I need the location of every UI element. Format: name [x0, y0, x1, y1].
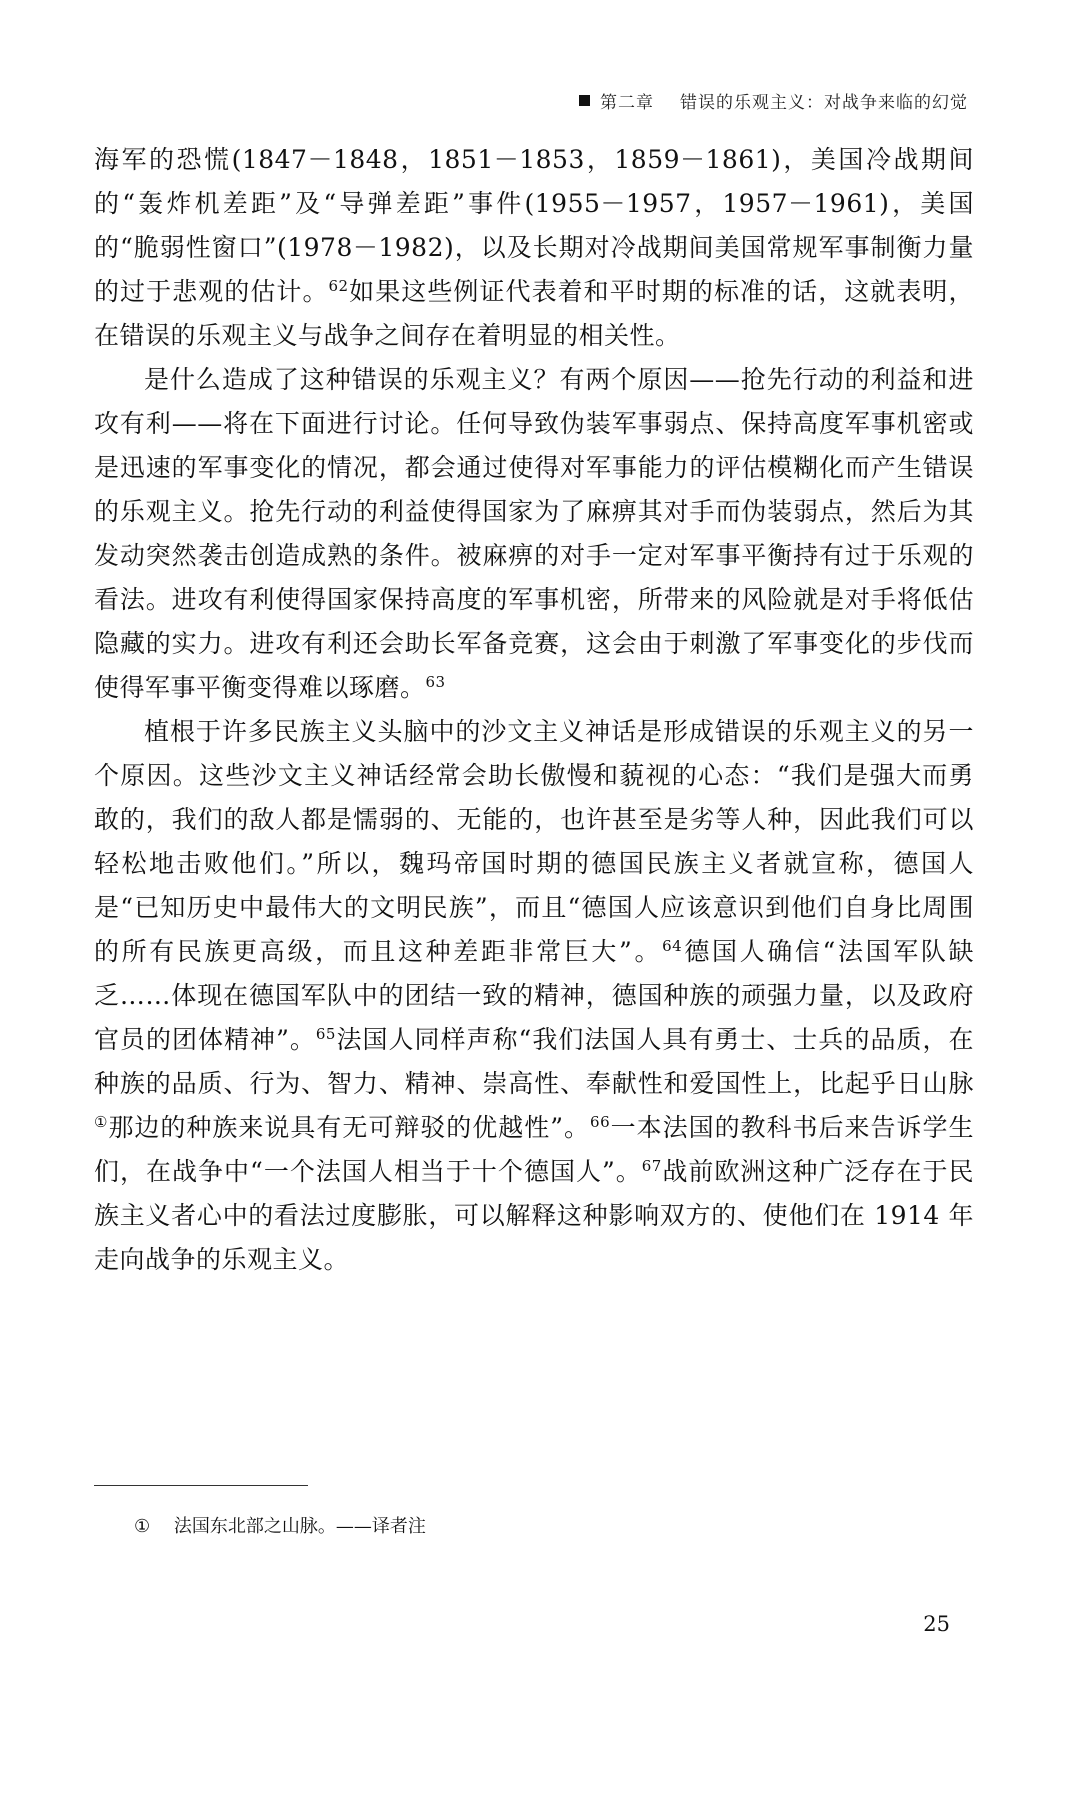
text-segment: 一本法国的教科书后来告诉学生们，在战争中“一个法国人相当于十个德国人”。	[94, 1113, 974, 1186]
footnote-mark: ①	[134, 1516, 151, 1537]
footnote-ref: 62	[328, 277, 349, 295]
running-header	[579, 88, 968, 113]
text-segment: 植根于许多民族主义头脑中的沙文主义神话是形成错误的乐观主义的另一个原因。这些沙文主义神话经常会助长傲慢和藐视的心态：“我们是强大而勇敢的，我们的敌人都是懦弱的、无能的，也许甚至是劣等人种，因此我们可以轻松地击败他们。”所以，魏玛帝国时期的德国民族主义者就宣称，德国人是“已知历史中最伟大的文明民族”，而且“德国人应该意识到他们自身比周围的所有民族更高级，而且这种差距非常巨大”。	[94, 717, 974, 966]
header-title: 错误的乐观主义：对战争来临的幻觉	[680, 93, 968, 113]
text-segment: 战前欧洲这种广泛存在于民族主义者心中的看法过度膨胀，可以解释这种影响双方的、使他们在 1914 年走向战争的乐观主义。	[94, 1157, 974, 1274]
text-segment: 法国人同样声称“我们法国人具有勇士、士兵的品质，在种族的品质、行为、智力、精神、崇高性、奉献性和爱国性上，比起乎日山脉	[94, 1025, 974, 1098]
text-segment: 是什么造成了这种错误的乐观主义？有两个原因——抢先行动的利益和进攻有利——将在下面进行讨论。任何导致伪装军事弱点、保持高度军事机密或是迅速的军事变化的情况，都会通过使得对军事能力的评估模糊化而产生错误的乐观主义。抢先行动的利益使得国家为了麻痹其对手而伪装弱点，然后为其发动突然袭击创造成熟的条件。被麻痹的对手一定对军事平衡持有过于乐观的看法。进攻有利使得国家保持高度的军事机密，所带来的风险就是对手将低估隐藏的实力。进攻有利还会助长军备竞赛，这会由于刺激了军事变化的步伐而使得军事平衡变得难以琢磨。	[94, 365, 974, 702]
footnote-ref: 65	[315, 1025, 336, 1043]
text-segment: 海军的恐慌(1847－1848，1851－1853，1859－1861)，美国冷战期间的“轰炸机差距”及“导弹差距”事件(1955－1957，1957－1961)，美国的“脆弱性窗口”(1978－1982)，以及长期对冷战期间美国常规军事制衡力量的过于悲观的估计。	[94, 145, 974, 306]
text-segment: 那边的种族来说具有无可辩驳的优越性”。	[108, 1113, 591, 1142]
text-segment: 如果这些例证代表着和平时期的标准的话，这就表明，在错误的乐观主义与战争之间存在着明显的相关性。	[94, 277, 974, 350]
header-square-icon	[579, 95, 590, 106]
paragraph	[94, 710, 974, 1282]
footnote-ref: 66	[590, 1113, 611, 1131]
page-number: 25	[923, 1612, 950, 1636]
footnote-ref: ①	[94, 1113, 109, 1131]
paragraph	[94, 358, 974, 710]
footnote-ref: 63	[425, 673, 446, 691]
footnote	[134, 1512, 426, 1538]
header-chapter: 第二章	[600, 93, 654, 113]
footnote-ref: 64	[662, 937, 683, 955]
paragraph	[94, 138, 974, 358]
body-text	[94, 138, 974, 1282]
footnote-divider	[94, 1485, 308, 1486]
text-segment: 德国人确信“法国军队缺乏……体现在德国军队中的团结一致的精神，德国种族的顽强力量，以及政府官员的团体精神”。	[94, 937, 974, 1054]
footnote-ref: 67	[641, 1157, 662, 1175]
footnote-text: 法国东北部之山脉。——译者注	[173, 1516, 426, 1537]
